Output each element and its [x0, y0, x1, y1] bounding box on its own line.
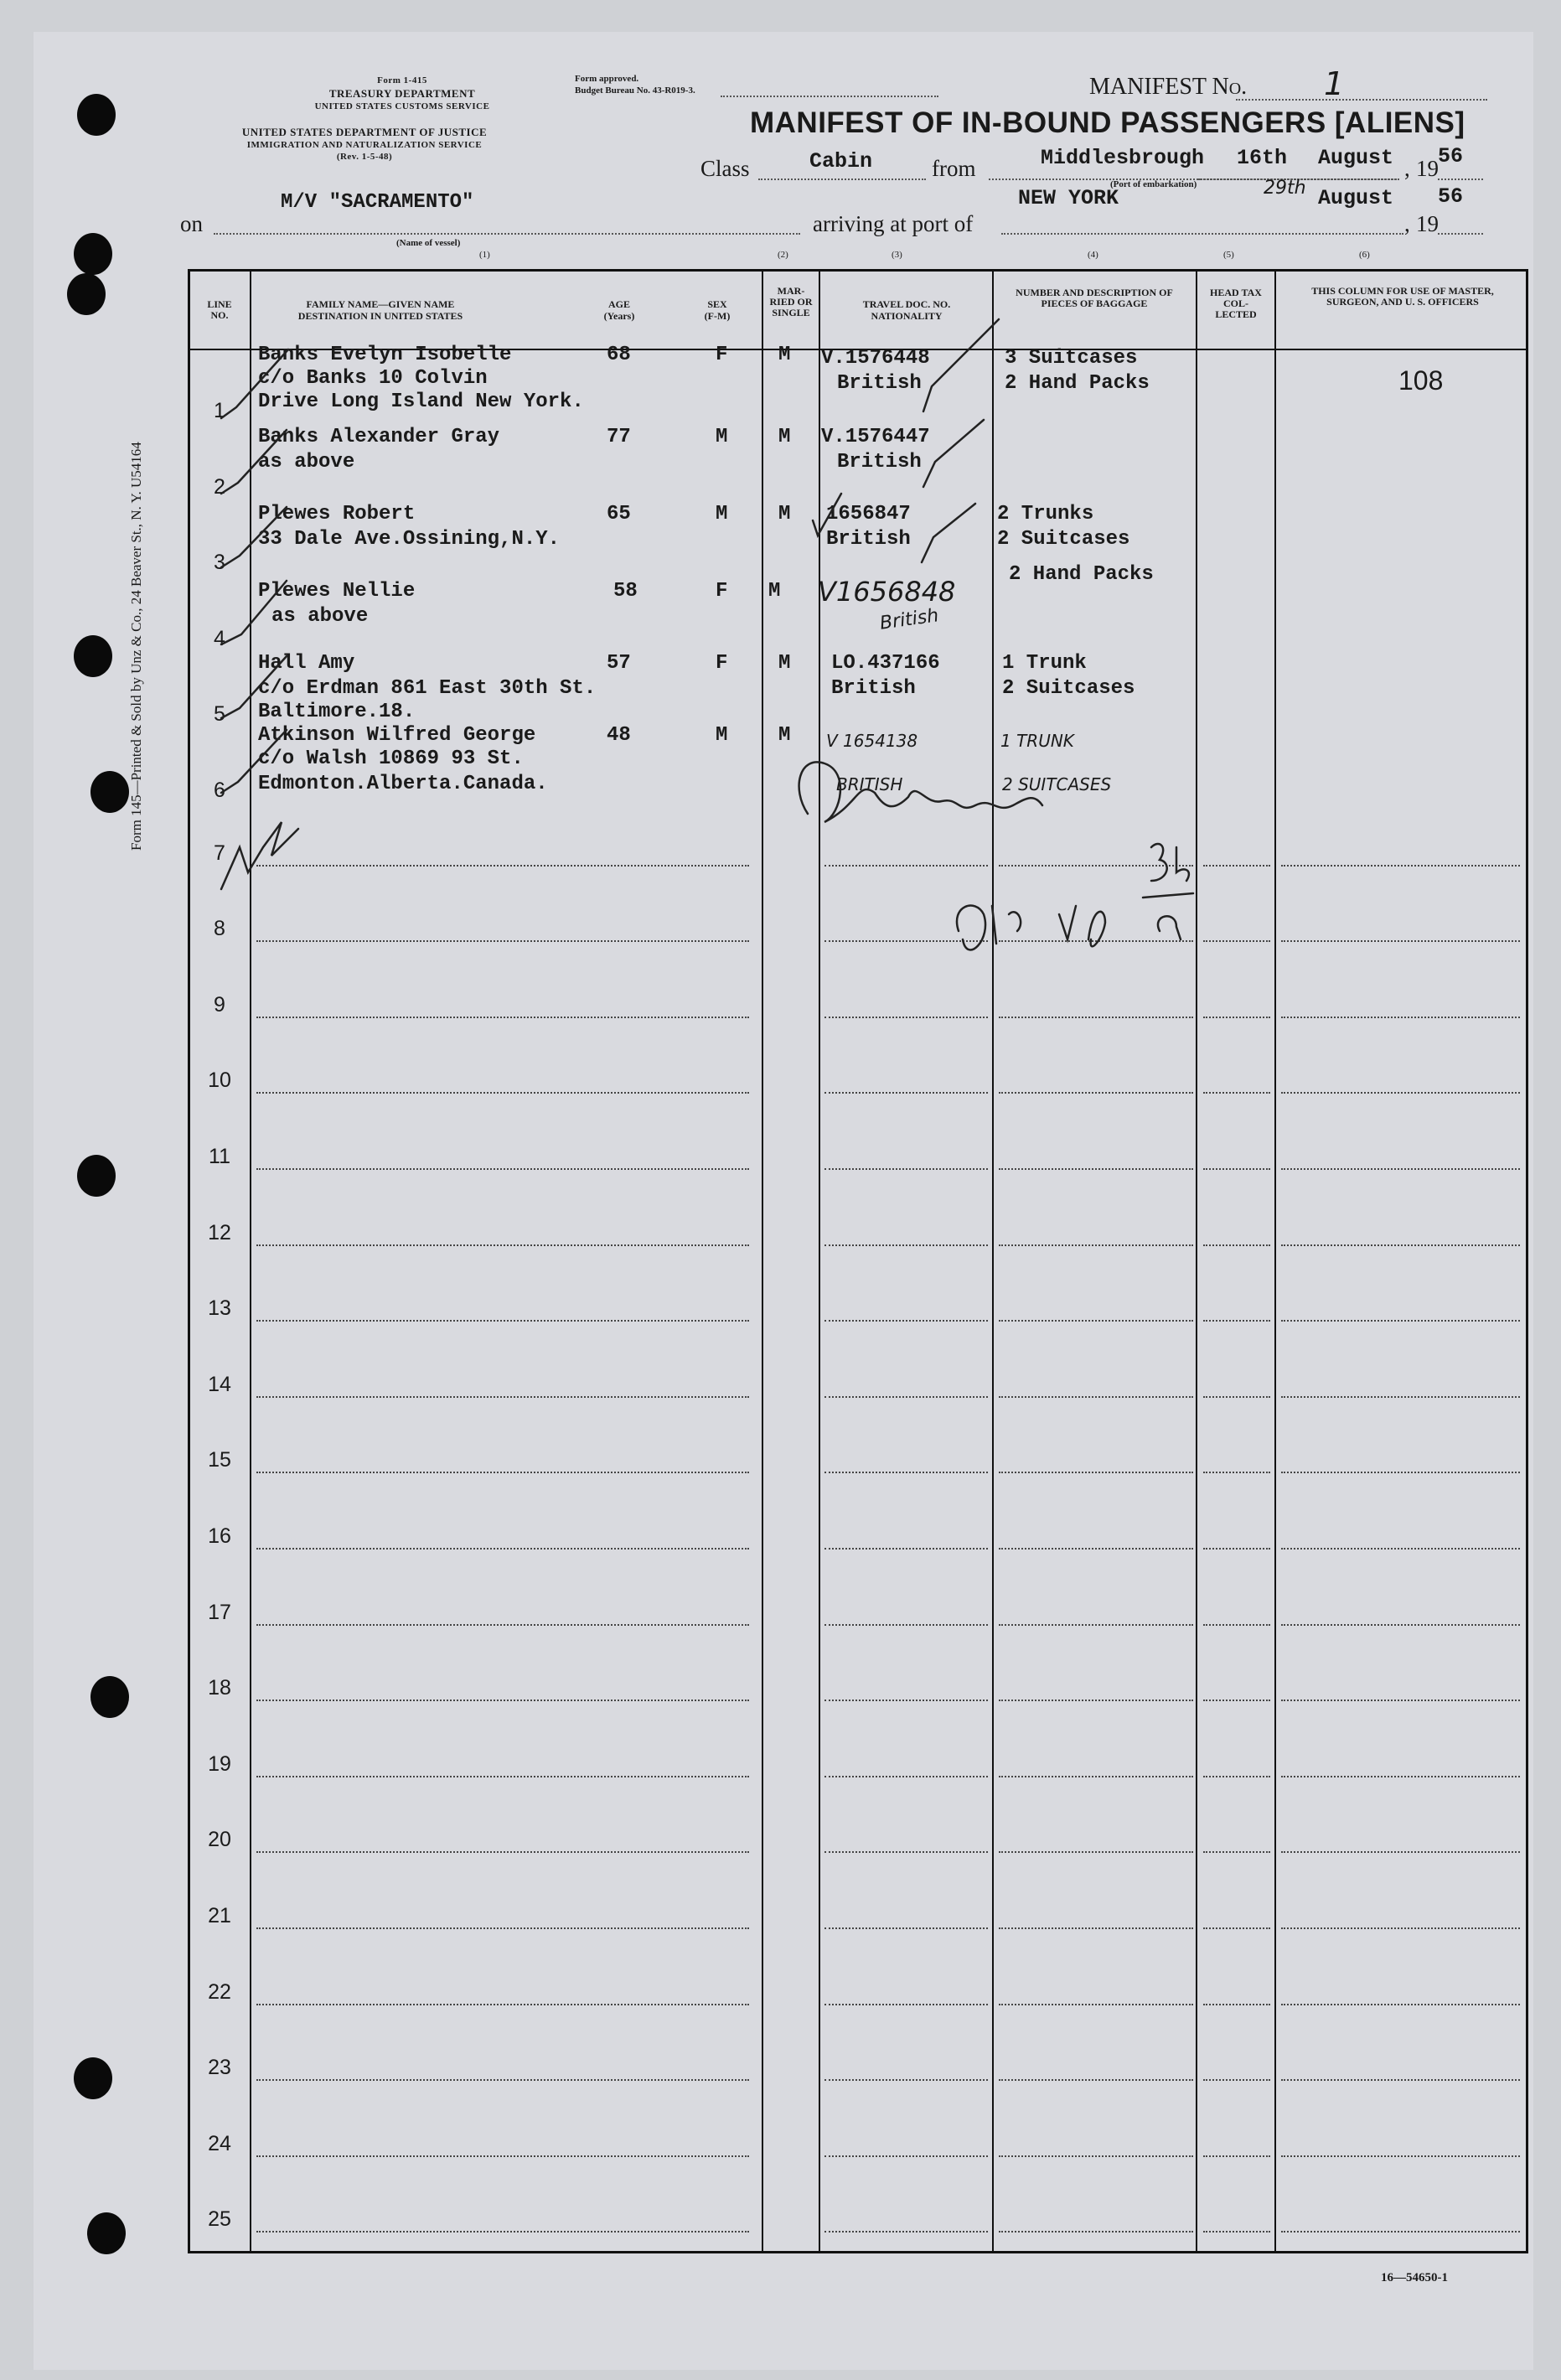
row-guide: [1203, 1851, 1270, 1853]
port-embarkation-label: (Port of embarkation): [1110, 179, 1197, 189]
row-guide: [1203, 1624, 1270, 1626]
row-guide: [999, 1244, 1193, 1246]
row-guide: [1203, 2231, 1270, 2233]
class-dots: [758, 178, 926, 180]
class-value: Cabin: [809, 149, 873, 173]
passenger-marital: M: [778, 426, 791, 448]
row-guide: [256, 1776, 749, 1777]
passenger-name: Banks Evelyn Isobelle: [258, 344, 512, 366]
passenger-age: 65: [607, 503, 631, 525]
row-guide: [1281, 1851, 1520, 1853]
row-guide: [1203, 1320, 1270, 1322]
row-guide: [1203, 1244, 1270, 1246]
binder-hole: [77, 1155, 116, 1197]
from-port: Middlesbrough: [1041, 146, 1205, 170]
row-guide: [824, 2155, 988, 2157]
passenger-doc: LO.437166: [831, 652, 940, 675]
row-guide: [1203, 2079, 1270, 2081]
passenger-table: [188, 269, 1528, 2253]
passenger-sex: M: [716, 503, 728, 525]
row-guide: [1203, 2155, 1270, 2157]
row-guide: [256, 1851, 749, 1853]
passenger-baggage: 2 Trunks: [997, 503, 1094, 525]
from-year-prefix: 19: [1416, 156, 1439, 181]
passenger-marital: M: [778, 503, 791, 525]
row-guide: [256, 1320, 749, 1322]
row-guide: [999, 1092, 1193, 1094]
passenger-sex: M: [716, 426, 728, 448]
row-guide: [824, 1851, 988, 1853]
row-guide: [1281, 1168, 1520, 1170]
col-header-line: LINE NO.: [207, 298, 232, 321]
manifest-no-label: MANIFEST No.: [1089, 74, 1248, 100]
row-guide: [824, 1472, 988, 1473]
vessel-col: (1): [479, 250, 490, 260]
passenger-destination: Drive Long Island New York.: [258, 391, 584, 413]
treasury-department: TREASURY DEPARTMENT: [328, 87, 476, 100]
passenger-age: 58: [613, 580, 638, 603]
col-header-baggage: NUMBER AND DESCRIPTION OF PIECES OF BAGGAGE: [1016, 287, 1173, 309]
table-border-bottom: [188, 2251, 1528, 2253]
arriving-dots: [1001, 233, 1403, 235]
passenger-doc: V.1576447: [821, 426, 930, 448]
line-number: 11: [209, 1145, 230, 1168]
row-guide: [1281, 1548, 1520, 1550]
row-guide: [1281, 2155, 1520, 2157]
row-guide: [999, 1548, 1193, 1550]
form-number: Form 1-415: [377, 75, 427, 85]
col-number: (6): [1359, 250, 1370, 260]
budget-bureau: Budget Bureau No. 43-R019-3.: [575, 85, 695, 96]
col-header-married: MAR- RIED OR SINGLE: [769, 285, 813, 318]
passenger-marital: M: [778, 724, 791, 747]
row-guide: [999, 1624, 1193, 1626]
row-guide: [1203, 2004, 1270, 2005]
passenger-doc: V 1654138: [826, 731, 918, 751]
row-guide: [256, 1092, 749, 1094]
line-number: 12: [208, 1220, 231, 1244]
manifest-no-value: 1: [1324, 65, 1345, 102]
row-guide: [256, 1548, 749, 1550]
col-header-destination: DESTINATION IN UNITED STATES: [297, 310, 463, 322]
row-guide: [824, 1168, 988, 1170]
arrival-month: August: [1318, 186, 1394, 210]
row-guide: [824, 1624, 988, 1626]
passenger-baggage: 2 Suitcases: [997, 528, 1130, 551]
on-label: on: [180, 211, 203, 236]
row-guide: [999, 1320, 1193, 1322]
vessel-label: (Name of vessel): [396, 238, 461, 248]
binder-hole: [74, 635, 112, 677]
line-number: 15: [208, 1448, 231, 1472]
customs-service: UNITED STATES CUSTOMS SERVICE: [314, 101, 490, 111]
row-guide: [824, 1927, 988, 1929]
line-number: 4: [214, 626, 225, 650]
line-number: 18: [208, 1676, 231, 1700]
row-guide: [999, 2004, 1193, 2005]
line-number: 25: [208, 2207, 231, 2232]
arrival-year: 56: [1438, 184, 1464, 209]
col-header-nationality: NATIONALITY: [871, 310, 943, 322]
passenger-sex: M: [716, 724, 728, 747]
passenger-baggage: 1 TRUNK: [1000, 731, 1074, 751]
passenger-age: 57: [607, 652, 631, 675]
row-guide: [256, 1624, 749, 1626]
line-number: 16: [208, 1524, 231, 1548]
row-guide: [1281, 1927, 1520, 1929]
row-guide: [824, 1548, 988, 1550]
passenger-nationality: British: [837, 372, 922, 395]
from-day: 16th: [1237, 146, 1288, 170]
arriving-label: arriving at port of: [813, 211, 974, 236]
row-guide: [256, 1396, 749, 1398]
footer-code: 16—54650-1: [1381, 2271, 1448, 2284]
row-guide: [1281, 1624, 1520, 1626]
row-guide: [1281, 2231, 1520, 2233]
row-guide: [999, 1168, 1193, 1170]
row-guide: [1281, 2079, 1520, 2081]
passenger-doc: V1656848: [818, 576, 956, 608]
col-header-sex: SEX: [707, 298, 727, 310]
line-number: 8: [214, 917, 225, 941]
row-guide: [824, 1776, 988, 1777]
line-number: 10: [208, 1068, 231, 1093]
passenger-destination: Baltimore.18.: [258, 701, 416, 723]
arrival-day: 29th: [1264, 178, 1306, 199]
passenger-destination: as above: [258, 451, 355, 473]
row-guide: [256, 1472, 749, 1473]
passenger-name: Banks Alexander Gray: [258, 426, 500, 448]
row-guide: [999, 1700, 1193, 1701]
binder-hole: [90, 771, 129, 813]
form-approved: Form approved.: [575, 74, 639, 84]
passenger-nationality: BRITISH: [836, 774, 903, 794]
col-number: (5): [1223, 250, 1234, 260]
from-label: from: [932, 156, 976, 181]
col-header-head-tax: HEAD TAX COL- LECTED: [1210, 287, 1262, 320]
row-guide: [256, 2079, 749, 2081]
row-guide: [1281, 1396, 1520, 1398]
passenger-age: 48: [607, 724, 631, 747]
passenger-destination: c/o Erdman 861 East 30th St.: [258, 677, 597, 700]
passenger-name: Plewes Robert: [258, 503, 416, 525]
row-guide: [999, 2231, 1193, 2233]
comma: ,: [1404, 156, 1410, 181]
passenger-baggage: 2 Suitcases: [1002, 677, 1135, 700]
row-guide: [256, 1700, 749, 1701]
line-number: 1: [214, 399, 225, 422]
class-label: Class: [700, 156, 750, 181]
immigration-service: IMMIGRATION AND NATURALIZATION SERVICE: [246, 140, 483, 150]
arrival-year-dots: [1438, 233, 1483, 235]
passenger-age: 77: [607, 426, 631, 448]
col-header-age-sub: (Years): [603, 310, 635, 322]
row-guide: [824, 1396, 988, 1398]
passenger-doc: V.1576448: [821, 347, 930, 370]
from-year-dots: [1438, 178, 1483, 180]
row-guide: [824, 1320, 988, 1322]
from-year: 56: [1438, 144, 1464, 168]
col-header-name: FAMILY NAME—GIVEN NAME: [306, 298, 455, 310]
passenger-name: Plewes Nellie: [258, 580, 416, 603]
row-guide: [1281, 1472, 1520, 1473]
passenger-doc: 1656847: [826, 503, 911, 525]
line-number: 22: [208, 1979, 231, 2004]
arrival-year-prefix: 19: [1416, 211, 1439, 236]
printer-imprint: Form 145—Printed & Sold by Unz & Co., 24 Beaver St., N. Y. U54164: [128, 442, 144, 851]
manifest-title: MANIFEST OF IN-BOUND PASSENGERS [ALIENS]: [750, 106, 1465, 139]
row-guide: [999, 1396, 1193, 1398]
line-number: 20: [208, 1828, 231, 1852]
line-number: 14: [208, 1372, 231, 1396]
binder-hole: [74, 233, 112, 275]
passenger-marital: M: [778, 344, 791, 366]
row-guide: [256, 2155, 749, 2157]
from-month: August: [1318, 146, 1394, 170]
binder-hole: [87, 2212, 126, 2254]
col-header-travel-doc: TRAVEL DOC. NO.: [862, 298, 951, 310]
line-number: 2: [214, 474, 225, 499]
line-number: 3: [214, 551, 225, 575]
passenger-destination: 33 Dale Ave.Ossining,N.Y.: [258, 528, 561, 551]
row-guide: [1203, 1396, 1270, 1398]
row-guide: [824, 1244, 988, 1246]
passenger-baggage: 3 Suitcases: [1005, 347, 1138, 370]
line-number: 21: [208, 1904, 231, 1927]
binder-hole: [67, 273, 106, 315]
row-guide: [999, 1472, 1193, 1473]
col-number: (4): [1088, 250, 1098, 260]
passenger-sex: F: [716, 344, 728, 366]
row-guide: [1281, 1700, 1520, 1701]
passenger-nationality: British: [878, 605, 940, 634]
row-guide: [824, 1700, 988, 1701]
officer-note: 108: [1398, 365, 1444, 396]
col-number: (3): [892, 250, 902, 260]
passenger-marital: M: [778, 652, 791, 675]
row-guide: [1203, 1168, 1270, 1170]
row-guide: [999, 1851, 1193, 1853]
row-guide: [1203, 1776, 1270, 1777]
line-number: 6: [214, 779, 225, 802]
passenger-nationality: British: [837, 451, 922, 473]
row-guide: [999, 1927, 1193, 1929]
line-number: 17: [208, 1600, 231, 1624]
line-number: 9: [214, 992, 225, 1017]
row-guide: [1281, 1092, 1520, 1094]
row-guide: [999, 2155, 1193, 2157]
passenger-marital: M: [768, 580, 781, 603]
row-guide: [1281, 1320, 1520, 1322]
passenger-sex: F: [716, 652, 728, 675]
row-guide: [256, 1168, 749, 1170]
row-guide: [1203, 1927, 1270, 1929]
passenger-baggage: 2 Hand Packs: [1005, 372, 1150, 395]
row-guide: [1281, 2004, 1520, 2005]
row-guide: [1281, 1776, 1520, 1777]
passenger-baggage: 1 Trunk: [1002, 652, 1087, 675]
handwritten-marks: [188, 269, 1528, 1023]
row-guide: [824, 2231, 988, 2233]
row-guide: [1203, 1472, 1270, 1473]
col-header-age: AGE: [607, 298, 630, 310]
row-guide: [1281, 1244, 1520, 1246]
passenger-destination: as above: [271, 605, 369, 628]
line-number: 24: [208, 2131, 231, 2155]
row-guide: [256, 2004, 749, 2005]
col-header-sex-sub: (F-M): [704, 310, 731, 322]
binder-hole: [77, 94, 116, 136]
line-number: 23: [208, 2056, 231, 2080]
line-number: 7: [214, 841, 225, 865]
comma2: ,: [1404, 211, 1410, 236]
manifest-no-dots: [1236, 99, 1487, 101]
row-guide: [999, 1776, 1193, 1777]
binder-hole: [90, 1676, 129, 1718]
col-number: (2): [778, 250, 788, 260]
budget-dots: [721, 96, 938, 97]
passenger-age: 68: [607, 344, 631, 366]
row-guide: [1203, 1548, 1270, 1550]
row-guide: [256, 1244, 749, 1246]
justice-department: UNITED STATES DEPARTMENT OF JUSTICE: [241, 126, 488, 138]
row-guide: [256, 1927, 749, 1929]
passenger-destination: Edmonton.Alberta.Canada.: [258, 773, 548, 795]
passenger-name: Atkinson Wilfred George: [258, 724, 536, 747]
passenger-sex: F: [716, 580, 728, 603]
row-guide: [824, 2079, 988, 2081]
binder-hole: [74, 2057, 112, 2099]
row-guide: [999, 2079, 1193, 2081]
passenger-nationality: British: [826, 528, 911, 551]
passenger-name: Hall Amy: [258, 652, 355, 675]
arrival-port: NEW YORK: [1018, 186, 1119, 210]
line-number: 5: [214, 702, 225, 727]
row-guide: [256, 2231, 749, 2233]
col-header-officers: THIS COLUMN FOR USE OF MASTER, SURGEON, AND U. S. OFFICERS: [1311, 285, 1494, 308]
passenger-destination: c/o Walsh 10869 93 St.: [258, 748, 524, 770]
row-guide: [824, 1092, 988, 1094]
passenger-nationality: British: [831, 677, 916, 700]
passenger-baggage: 2 SUITCASES: [1002, 774, 1112, 794]
line-number: 19: [208, 1751, 231, 1776]
row-guide: [1203, 1700, 1270, 1701]
row-guide: [1203, 1092, 1270, 1094]
passenger-baggage: 2 Hand Packs: [1009, 563, 1154, 586]
vessel-dots: [214, 233, 800, 235]
revision: (Rev. 1-5-48): [336, 152, 393, 162]
passenger-destination: c/o Banks 10 Colvin: [258, 367, 488, 390]
vessel-name: M/V "SACRAMENTO": [281, 191, 474, 214]
row-guide: [824, 2004, 988, 2005]
line-number: 13: [208, 1296, 231, 1321]
